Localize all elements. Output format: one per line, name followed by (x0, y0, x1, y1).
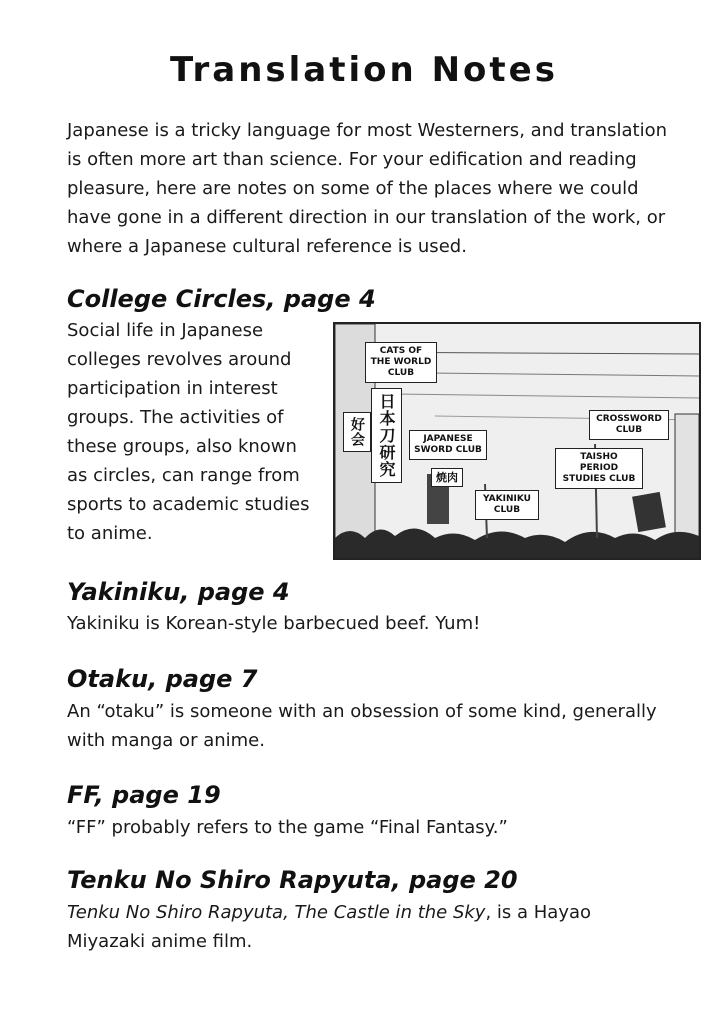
note-body-circles: Social life in Japanese colleges revolves around participation in interest groups. The activities of these groups, also known as circles, can range from sports to academic studies to anime. (67, 320, 310, 544)
sign-yakiniku-club: YAKINIKU CLUB (475, 490, 539, 520)
note-body-rapyuta (67, 898, 647, 956)
note-heading-yakiniku: Yakiniku, page 4 (67, 578, 290, 606)
sign-cats-of-the-world-club: CATS OF THE WORLD CLUB (365, 342, 437, 383)
sign-taisho-period-studies-club: TAISHO PERIOD STUDIES CLUB (555, 448, 643, 489)
note-heading-rapyuta: Tenku No Shiro Rapyuta, page 20 (67, 866, 518, 894)
note-heading-ff: FF, page 19 (67, 781, 221, 809)
note-body-ff: “FF” probably refers to the game “Final Fantasy.” (67, 817, 508, 838)
film-title-italic: Tenku No Shiro Rapyuta, The Castle in the Sky (67, 902, 486, 923)
sign-crossword-club: CROSSWORD CLUB (589, 410, 669, 440)
note-heading-circles: College Circles, page 4 (67, 285, 376, 313)
page-title: Translation Notes (170, 50, 558, 90)
sign-japanese-sword-club: JAPANESE SWORD CLUB (409, 430, 487, 460)
film-description: , is a Hayao Miyazaki anime film. (67, 902, 592, 952)
sign-kai-jp: 好会 (343, 412, 371, 452)
note-body-otaku: An “otaku” is someone with an obsession of some kind, generally with manga or anime. (67, 701, 657, 751)
note-body-yakiniku: Yakiniku is Korean-style barbecued beef. Yum! (67, 613, 481, 634)
note-heading-otaku: Otaku, page 7 (67, 665, 258, 693)
intro-paragraph: Japanese is a tricky language for most Westerners, and translation is often more art than science. For your edification and reading pleasure, here are notes on some of the places where we could have gone in a different direction in our translation of the work, or where a Japanese cultural reference is used. (67, 120, 668, 257)
sign-japanese-sword-study-jp: 日本刀研究 (371, 388, 402, 483)
sign-yakiniku-jp: 焼肉 (431, 468, 463, 487)
manga-panel-illustration (333, 322, 701, 560)
